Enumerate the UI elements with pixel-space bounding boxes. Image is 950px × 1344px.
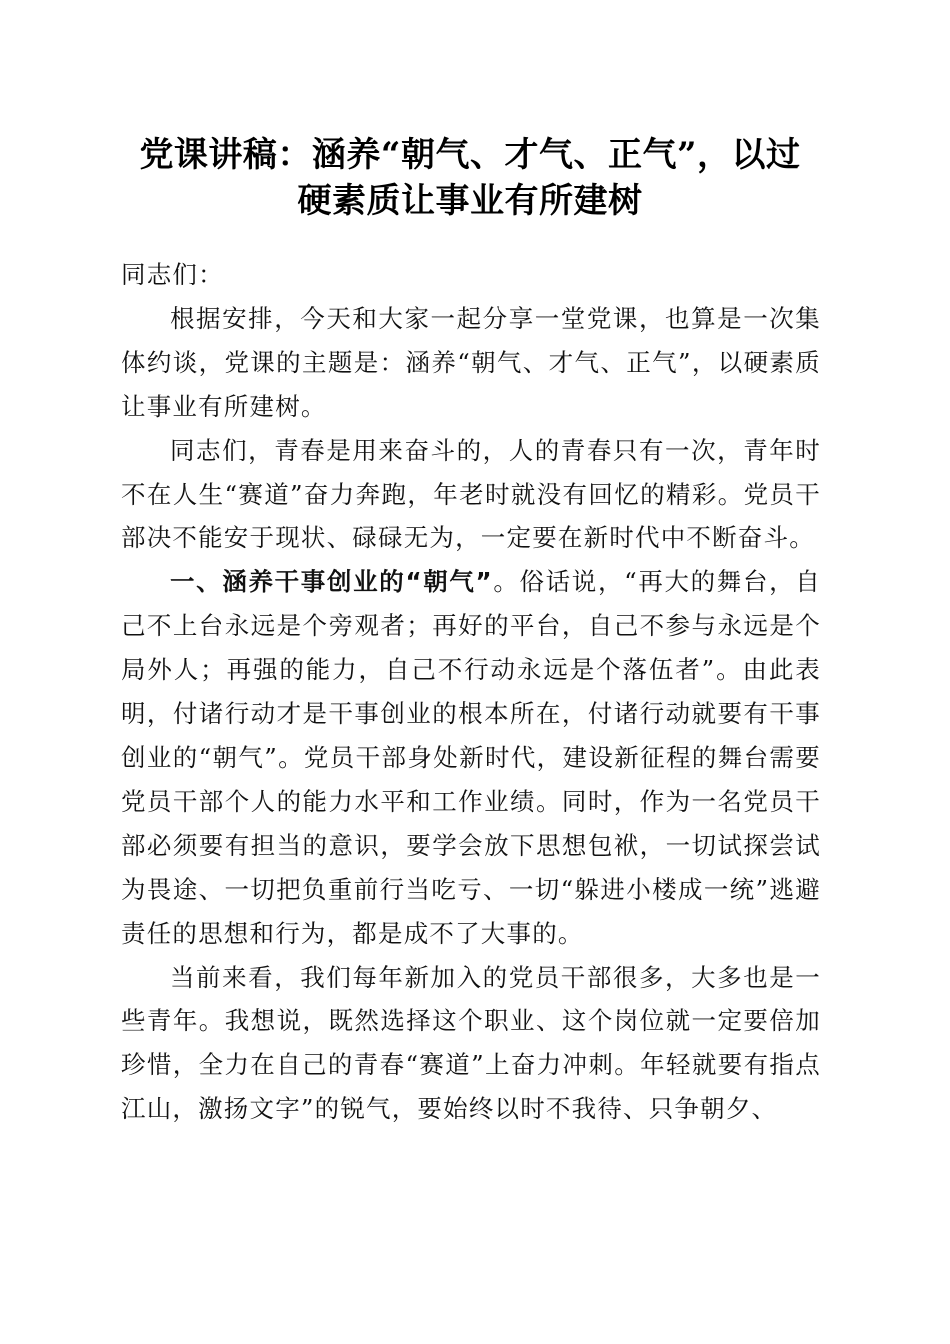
paragraph-youth: 同志们，青春是用来奋斗的，人的青春只有一次，青年时不在人生“赛道”奋力奔跑，年老时就没有回忆的精彩。党员干部决不能安于现状、碌碌无为，一定要在新时代中不断奋斗。: [121, 435, 821, 553]
paragraph-section-one: [121, 560, 821, 955]
salutation: 同志们：: [121, 260, 224, 289]
paragraph-current: 当前来看，我们每年新加入的党员干部很多，大多也是一些青年。我想说，既然选择这个职业、这个岗位就一定要倍加珍惜，全力在自己的青春“赛道”上奋力冲刺。年轻就要有指点江山，激扬文字”的锐气，要始终以时不我待、只争朝夕、: [121, 962, 821, 1124]
paragraph-intro: 根据安排，今天和大家一起分享一堂党课，也算是一次集体约谈，党课的主题是：涵养“朝气、才气、正气”，以硬素质让事业有所建树。: [121, 303, 821, 421]
document-title: [110, 132, 830, 224]
title-line-2: 硬素质让事业有所建树: [297, 181, 643, 221]
section-heading-one: 一、涵养干事创业的“朝气”: [170, 567, 493, 597]
document-body: [121, 253, 821, 1131]
section-one-body: 。俗话说，“再大的舞台，自己不上台永远是个旁观者；再好的平台，自己不参与永远是个局外人；再强的能力，自己不行动永远是个落伍者”。由此表明，付诸行动才是干事创业的根本所在，付诸行动就要有干事创业的“朝气”。党员干部身处新时代，建设新征程的舞台需要党员干部个人的能力水平和工作业绩。同时，作为一名党员干部必须要有担当的意识，要学会放下思想包袱，一切试探尝试为畏途、一切把负重前行当吃亏、一切“躲进小楼成一统”逃避责任的思想和行为，都是成不了大事的。: [121, 567, 821, 948]
title-line-1: 党课讲稿：涵养“朝气、才气、正气”，以过: [139, 135, 801, 175]
